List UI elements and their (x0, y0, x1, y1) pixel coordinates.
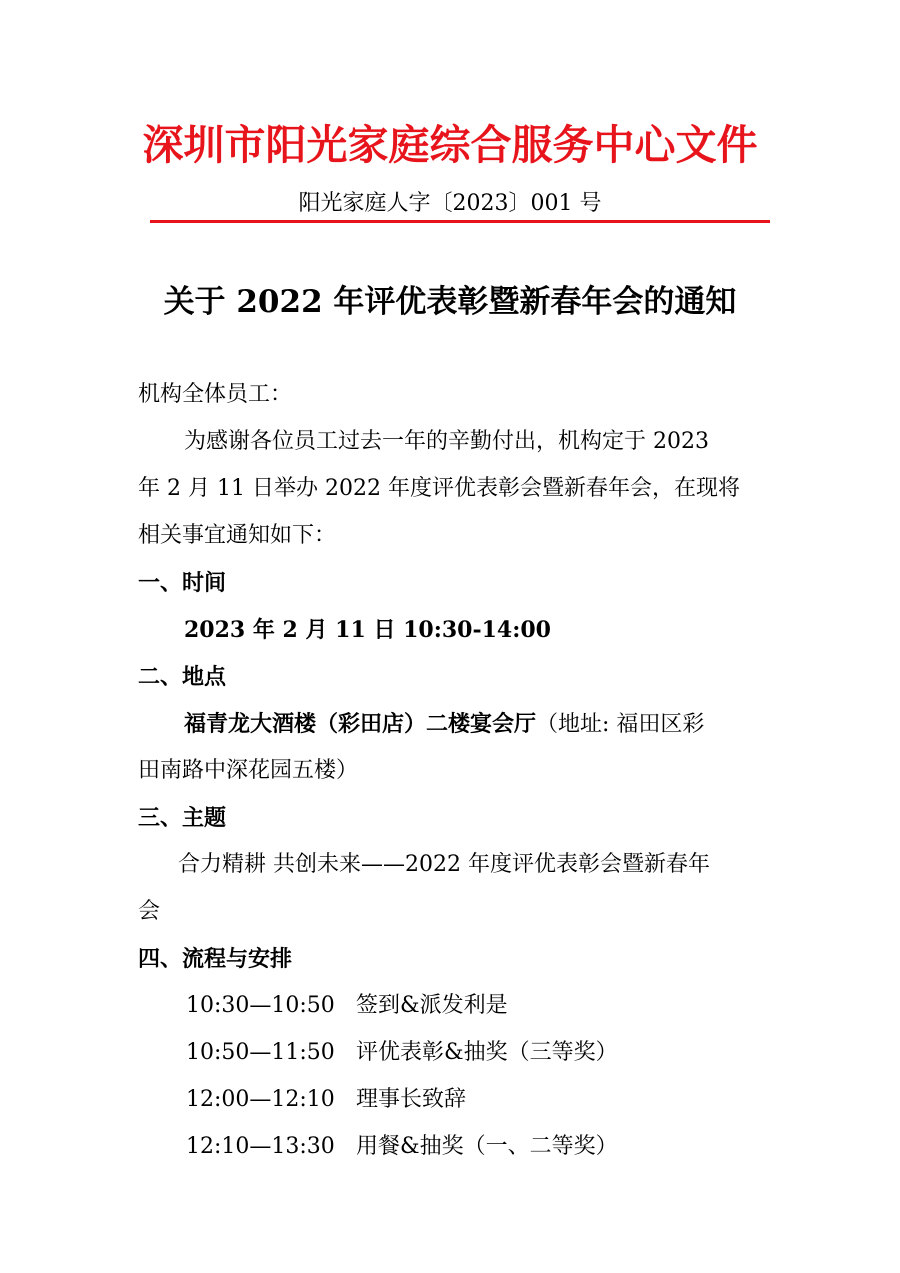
event-time: 2023 年 2 月 11 日 10:30-14:00 (184, 617, 551, 643)
document-number: 阳光家庭人字〔2023〕001 号 (298, 191, 602, 216)
section-heading-schedule: 四、流程与安排 (138, 946, 293, 972)
venue-line (184, 709, 704, 740)
schedule-time: 12:10—13:30 (186, 1134, 335, 1159)
schedule-item (186, 1132, 618, 1162)
schedule-item (186, 991, 508, 1021)
schedule-time: 12:00—12:10 (186, 1087, 335, 1112)
notice-title: 关于 2022 年评优表彰暨新春年会的通知 (163, 284, 737, 320)
schedule-item (186, 1085, 466, 1115)
intro-line-1: 为感谢各位员工过去一年的辛勤付出，机构定于 2023 (184, 429, 709, 454)
schedule-activity: 用餐&抽奖（一、二等奖） (356, 1134, 618, 1159)
salutation: 机构全体员工： (138, 382, 293, 407)
intro-line-3: 相关事宜通知如下： (138, 523, 337, 548)
schedule-activity: 评优表彰&抽奖（三等奖） (356, 1040, 618, 1065)
venue-name: 福青龙大酒楼（彩田店）二楼宴会厅 (184, 711, 537, 737)
schedule-item (186, 1038, 618, 1068)
section-heading-place: 二、地点 (138, 664, 227, 690)
theme-line-2: 会 (138, 899, 161, 924)
schedule-time: 10:50—11:50 (186, 1040, 335, 1065)
theme-line-1: 合力精耕 共创未来——2022 年度评优表彰会暨新春年 (178, 852, 710, 877)
schedule-activity: 理事长致辞 (356, 1087, 467, 1112)
schedule-time: 10:30—10:50 (186, 993, 335, 1018)
section-heading-time: 一、时间 (138, 570, 227, 596)
section-heading-theme: 三、主题 (138, 805, 227, 831)
intro-line-2: 年 2 月 11 日举办 2022 年度评优表彰会暨新春年会，在现将 (138, 476, 740, 501)
org-masthead-title: 深圳市阳光家庭综合服务中心文件 (142, 121, 758, 169)
venue-address-part1: （地址: 福田区彩 (536, 712, 705, 737)
schedule-activity: 签到&派发利是 (356, 993, 508, 1018)
red-divider-rule (150, 220, 770, 223)
venue-address-part2: 田南路中深花园五楼） (138, 758, 359, 783)
